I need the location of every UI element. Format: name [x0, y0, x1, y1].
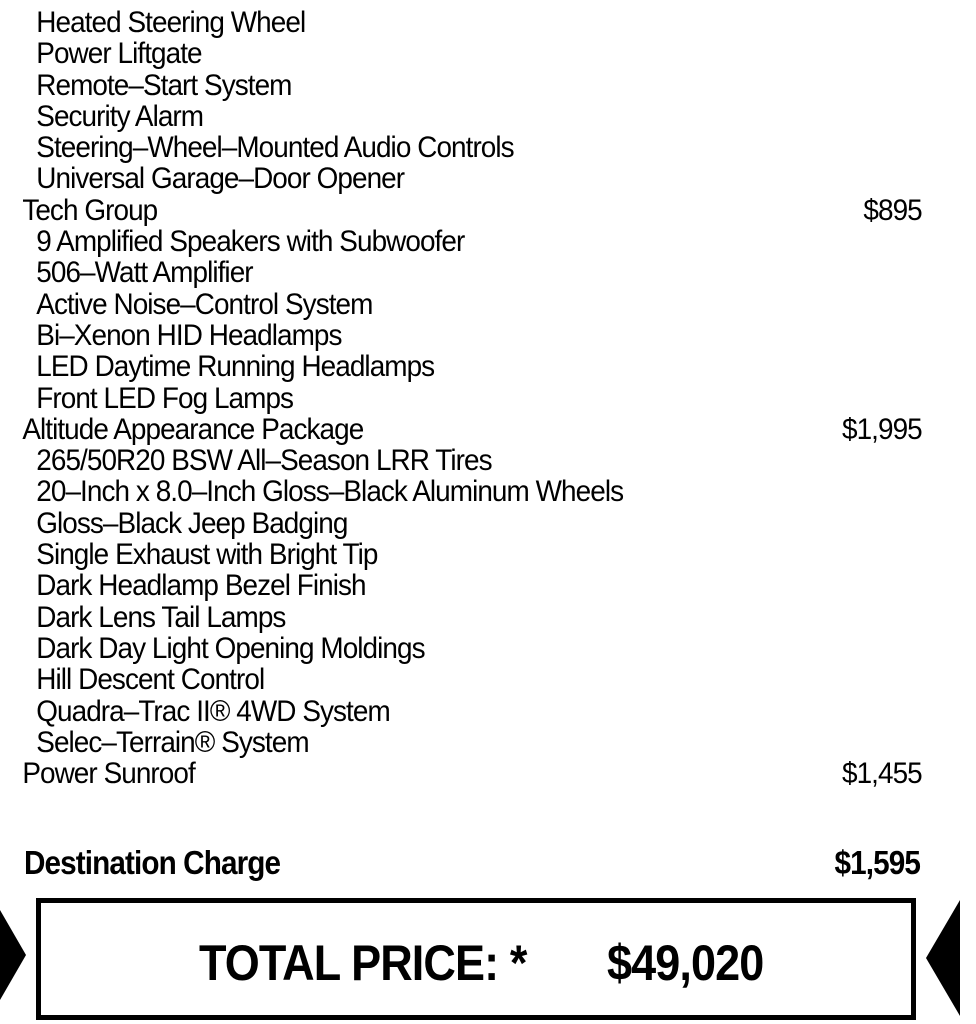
item-label: Security Alarm [36, 99, 204, 133]
item-label: Gloss–Black Jeep Badging [36, 506, 348, 540]
price-column [0, 7, 976, 789]
item-label: 265/50R20 BSW All–Season LRR Tires [36, 444, 492, 478]
item-label: Universal Garage–Door Opener [36, 162, 405, 196]
item-label: Selec–Terrain® System [36, 725, 309, 759]
item-label: Dark Lens Tail Lamps [36, 600, 286, 634]
item-label: Bi–Xenon HID Headlamps [36, 318, 342, 352]
item-label: Dark Headlamp Bezel Finish [36, 569, 366, 603]
right-arrow-icon [926, 900, 960, 1016]
item-label: Remote–Start System [36, 68, 292, 102]
destination-charge-row [0, 843, 976, 883]
item-label: 9 Amplified Speakers with Subwoofer [36, 225, 465, 259]
left-arrow-icon [0, 910, 26, 1000]
altitude-package-price: $1,995 [842, 412, 922, 446]
group-label: Tech Group [22, 193, 158, 227]
item-label: Heated Steering Wheel [36, 6, 306, 39]
total-price-box [36, 898, 916, 1020]
item-label: Quadra–Trac II® 4WD System [36, 694, 390, 728]
item-label: Power Liftgate [36, 37, 202, 71]
item-label: Hill Descent Control [36, 663, 265, 697]
tech-group-price: $895 [863, 193, 922, 227]
item-label: LED Daytime Running Headlamps [36, 350, 435, 384]
total-price-value: $49,020 [607, 935, 764, 991]
destination-charge-price: $1,595 [834, 844, 920, 881]
group-label: Power Sunroof [22, 757, 195, 791]
item-label: Single Exhaust with Bright Tip [36, 538, 378, 572]
item-label: 506–Watt Amplifier [36, 256, 253, 290]
power-sunroof-price: $1,455 [842, 757, 922, 791]
destination-charge-label: Destination Charge [24, 844, 281, 881]
item-label: 20–Inch x 8.0–Inch Gloss–Black Aluminum Wheels [36, 475, 624, 509]
item-label: Front LED Fog Lamps [36, 381, 294, 415]
item-label: Active Noise–Control System [36, 287, 373, 321]
item-label: Dark Day Light Opening Moldings [36, 631, 425, 665]
item-label: Steering–Wheel–Mounted Audio Controls [36, 131, 514, 165]
total-price-label: TOTAL PRICE: * [199, 935, 527, 991]
group-label: Altitude Appearance Package [22, 412, 364, 446]
